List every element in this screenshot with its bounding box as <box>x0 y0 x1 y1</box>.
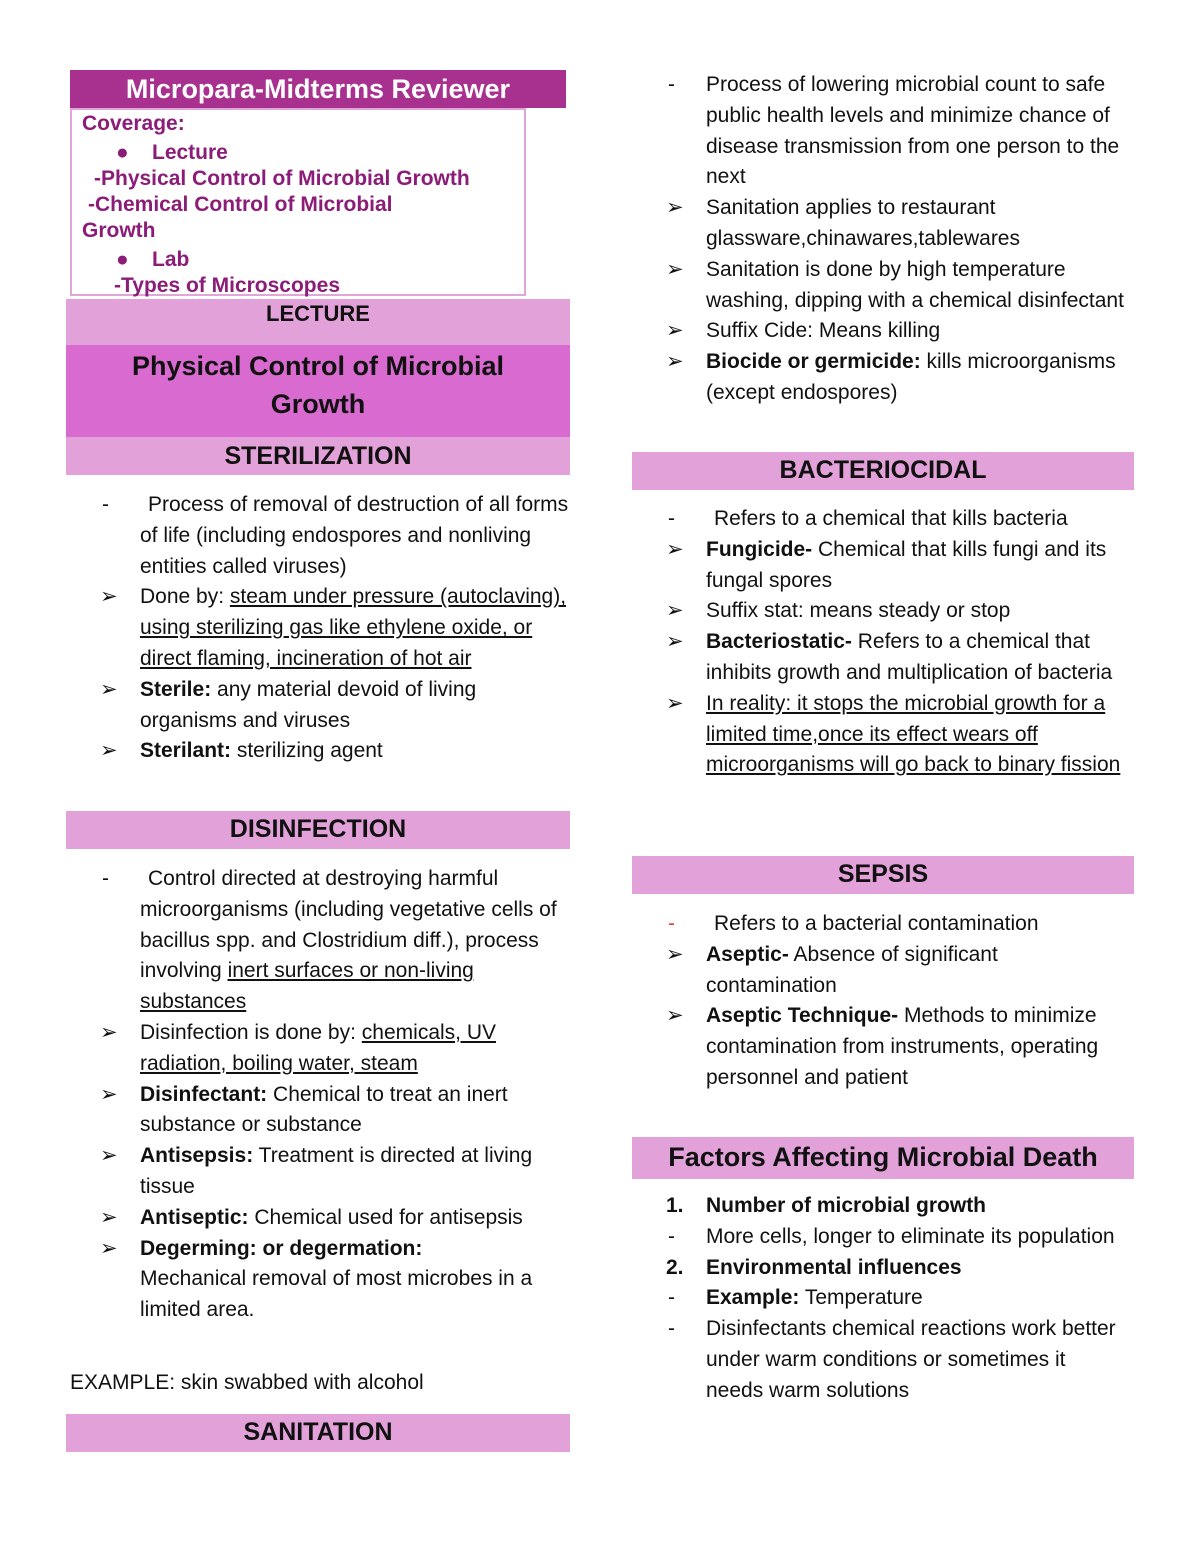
list-item: - Disinfectants chemical reactions work better under warm conditions or sometimes it needs warm solutions <box>666 1314 1126 1406</box>
list-item: ➢ Suffix Cide: Means killing <box>666 316 1126 347</box>
coverage-item: Growth <box>82 219 156 242</box>
example-text: EXAMPLE: skin swabbed with alcohol <box>70 1371 424 1394</box>
list-item: - More cells, longer to eliminate its population <box>666 1222 1126 1253</box>
dash-bullet-icon: - <box>668 1317 675 1341</box>
list-item: ➢ Antisepsis: Treatment is directed at living tissue <box>100 1141 570 1203</box>
coverage-label: Coverage: <box>82 112 185 135</box>
list-item: 2. Environmental influences <box>666 1253 1126 1284</box>
list-item: ➢ Aseptic- Absence of significant contamination <box>666 940 1126 1002</box>
sepsis-list <box>666 909 1126 1094</box>
list-item: - Example: Temperature <box>666 1283 1126 1314</box>
dash-bullet-icon: - <box>668 507 675 530</box>
list-item: ➢ Done by: steam under pressure (autoclaving), using sterilizing gas like ethylene oxide, or direct flaming, incineration of hot air <box>100 582 570 674</box>
factors-list <box>666 1191 1126 1407</box>
dash-bullet-icon: - <box>102 867 109 890</box>
list-item: 1. Number of microbial growth <box>666 1191 1126 1222</box>
dash-bullet-icon: - <box>668 1224 675 1248</box>
list-item: - Process of removal of destruction of all forms of life (including endospores and nonliving entities called viruses) <box>100 490 570 582</box>
arrowhead-bullet-icon: ➢ <box>666 257 684 281</box>
dash-bullet-icon: - <box>668 1286 675 1310</box>
physical-title-line-2: Growth <box>270 389 366 419</box>
list-item: ➢ Bacteriostatic- Refers to a chemical that inhibits growth and multiplication of bacteria <box>666 627 1126 689</box>
dash-bullet-icon: - <box>668 73 675 96</box>
sanitation-list <box>666 70 1126 409</box>
dash-bullet-icon: - <box>102 493 109 516</box>
arrowhead-bullet-icon: ➢ <box>666 942 684 966</box>
arrowhead-bullet-icon: ➢ <box>100 1205 118 1229</box>
list-item: ➢ Disinfectant: Chemical to treat an inert substance or substance <box>100 1080 570 1142</box>
physical-control-heading <box>66 345 570 437</box>
dash-bullet-icon: - <box>668 912 675 935</box>
dot-bullet-icon: ● <box>116 141 129 164</box>
list-item: ➢ Suffix stat: means steady or stop <box>666 596 1126 627</box>
arrowhead-bullet-icon: ➢ <box>666 599 684 623</box>
sterilization-list <box>100 490 570 767</box>
list-item: ➢ Sterilant: sterilizing agent <box>100 736 570 767</box>
list-item: - Refers to a bacterial contamination <box>666 909 1126 940</box>
list-item: - Control directed at destroying harmful microorganisms (including vegetative cells of bacillus spp. and Clostridium diff.), process involving inert surfaces or non-living substances <box>100 864 570 1018</box>
coverage-item: -Chemical Control of Microbial <box>88 193 393 216</box>
list-item: ➢ In reality: it stops the microbial growth for a limited time,once its effect wears off microorganisms will go back to binary fission <box>666 689 1126 781</box>
arrowhead-bullet-icon: ➢ <box>100 1236 118 1260</box>
sanitation-heading: SANITATION <box>66 1414 570 1452</box>
page-title: Micropara-Midterms Reviewer <box>70 70 566 108</box>
list-item: ➢ Disinfection is done by: chemicals, UV radiation, boiling water, steam <box>100 1018 570 1080</box>
arrowhead-bullet-icon: ➢ <box>100 739 118 763</box>
disinfection-list <box>100 864 570 1326</box>
physical-title-line-1: Physical Control of Microbial <box>131 351 505 381</box>
factors-heading: Factors Affecting Microbial Death <box>632 1137 1134 1179</box>
arrowhead-bullet-icon: ➢ <box>666 196 684 220</box>
arrowhead-bullet-icon: ➢ <box>100 1144 118 1168</box>
bacteriocidal-heading: BACTERIOCIDAL <box>632 452 1134 490</box>
arrowhead-bullet-icon: ➢ <box>666 691 684 715</box>
arrowhead-bullet-icon: ➢ <box>100 1082 118 1106</box>
disinfection-heading: DISINFECTION <box>66 811 570 849</box>
list-item: ➢ Sanitation applies to restaurant glassware,chinawares,tablewares <box>666 193 1126 255</box>
coverage-item: -Physical Control of Microbial Growth <box>94 167 470 190</box>
list-item: ➢ Antiseptic: Chemical used for antisepsis <box>100 1203 570 1234</box>
arrowhead-bullet-icon: ➢ <box>666 350 684 374</box>
bacteriocidal-list <box>666 504 1126 781</box>
list-item: ➢ Aseptic Technique- Methods to minimize contamination from instruments, operating personnel and patient <box>666 1001 1126 1093</box>
sterilization-heading: STERILIZATION <box>66 437 570 475</box>
number-1: 1. <box>666 1194 684 1217</box>
arrowhead-bullet-icon: ➢ <box>100 585 118 609</box>
dot-bullet-icon: ● <box>116 248 129 271</box>
sepsis-heading: SEPSIS <box>632 856 1134 894</box>
list-item: - Process of lowering microbial count to safe public health levels and minimize chance of disease transmission from one person to the next <box>666 70 1126 193</box>
arrowhead-bullet-icon: ➢ <box>100 1020 118 1044</box>
coverage-lecture: Lecture <box>152 141 228 164</box>
list-item: ➢ Fungicide- Chemical that kills fungi and its fungal spores <box>666 535 1126 597</box>
coverage-box <box>70 108 526 296</box>
arrowhead-bullet-icon: ➢ <box>666 1004 684 1028</box>
arrowhead-bullet-icon: ➢ <box>666 537 684 561</box>
arrowhead-bullet-icon: ➢ <box>666 630 684 654</box>
coverage-lab: Lab <box>152 248 190 271</box>
list-item: ➢ Sterile: any material devoid of living organisms and viruses <box>100 675 570 737</box>
list-item: ➢ Sanitation is done by high temperature washing, dipping with a chemical disinfectant <box>666 255 1126 317</box>
coverage-item: -Types of Microscopes <box>114 274 340 297</box>
list-item: ➢ Biocide or germicide: kills microorganisms (except endospores) <box>666 347 1126 409</box>
arrowhead-bullet-icon: ➢ <box>100 677 118 701</box>
number-2: 2. <box>666 1255 684 1279</box>
lecture-band: LECTURE <box>66 299 570 345</box>
arrowhead-bullet-icon: ➢ <box>666 319 684 343</box>
list-item: ➢ Degerming: or degermation: Mechanical removal of most microbes in a limited area. <box>100 1234 570 1326</box>
list-item: - Refers to a chemical that kills bacteria <box>666 504 1126 535</box>
